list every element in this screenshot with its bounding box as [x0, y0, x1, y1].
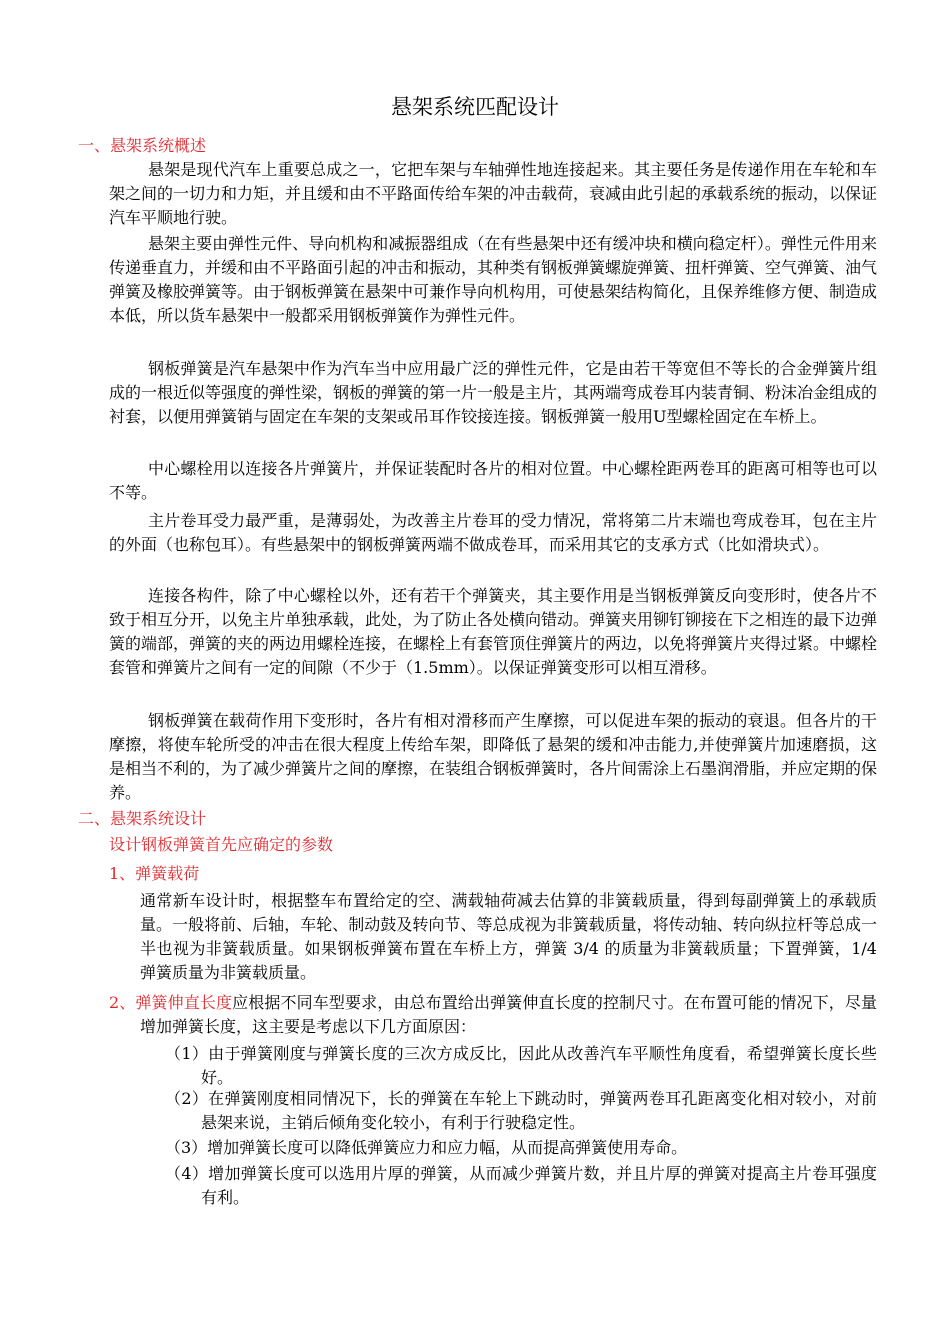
paragraph-5: 主片卷耳受力最严重，是薄弱处，为改善主片卷耳的受力情况，常将第二片末端也弯成卷耳，包在主片的外面（也称包耳）。有些悬架中的钢板弹簧两端不做成卷耳，而采用其它的支承方式（比如滑块式）。: [109, 511, 877, 554]
reason-item-4: （4）增加弹簧长度可以选用片厚的弹簧，从而减少弹簧片数，并且片厚的弹簧对提高主片卷耳强度有利。: [165, 1164, 877, 1207]
paragraph-1: 悬架是现代汽车上重要总成之一，它把车架与车轴弹性地连接起来。其主要任务是传递作用在车轮和车架之间的一切力和力矩，并且缓和由不平路面传给车架的冲击载荷，衰减由此引起的承载系统的振动，以保证汽车平顺地行驶。: [109, 160, 878, 227]
paragraph-6: 连接各构件，除了中心螺栓以外，还有若干个弹簧夹，其主要作用是当钢板弹簧反向变形时，使各片不致于相互分开，以免主片单独承载，此处，为了防止各处横向错动。弹簧夹用铆钉铆接在下之相连的最下边弹簧的端部，弹簧的夹的两边用螺栓连接，在螺栓上有套管顶住弹簧片的两边，以免将弹簧片夹得过紧。中螺栓套管和弹簧片之间有一定的间隙（不少于（1.5mm）。以保证弹簧变形可以相互滑移。: [109, 586, 878, 677]
reason-item-3: （3）增加弹簧长度可以降低弹簧应力和应力幅，从而提高弹簧使用寿命。: [165, 1138, 688, 1157]
paragraph-7: 钢板弹簧在载荷作用下变形时，各片有相对滑移而产生摩擦，可以促进车架的振动的衰退。但各片的干摩擦，将使车轮所受的冲击在很大程度上传给车架，即降低了悬架的缓和冲击能力,并使弹簧片加速磨损，这是相当不利的，为了减少弹簧片之间的摩擦，在装组合钢板弹簧时，各片间需涂上石墨润滑脂，并应定期的保养。: [109, 711, 878, 802]
spring-length-paragraph: [109, 991, 877, 1039]
design-subheading: 设计钢板弹簧首先应确定的参数: [109, 835, 334, 854]
paragraph-4: 中心螺栓用以连接各片弹簧片，并保证装配时各片的相对位置。中心螺栓距两卷耳的距离可相等也可以不等。: [109, 459, 877, 502]
page-title: 悬架系统匹配设计: [391, 95, 559, 119]
item-heading-spring-length: 2、弹簧伸直长度: [109, 993, 233, 1012]
section-heading-design: 二、悬架系统设计: [78, 809, 207, 828]
reason-item-1: （1）由于弹簧刚度与弹簧长度的三次方成反比，因此从改善汽车平顺性角度看，希望弹簧长度长些好。: [165, 1044, 877, 1087]
item-heading-spring-load: 1、弹簧载荷: [109, 864, 200, 883]
spring-length-text: 应根据不同车型要求，由总布置给出弹簧伸直长度的控制尺寸。在布置可能的情况下，尽量增加弹簧长度，这主要是考虑以下几方面原因：: [140, 993, 877, 1036]
spring-load-text: 通常新车设计时，根据整车布置给定的空、满载轴荷减去估算的非簧载质量，得到每副弹簧上的承载质量。一般将前、后轴，车轮、制动鼓及转向节、等总成视为非簧载质量，将传动轴、转向纵拉杆等总成一半也视为非簧载质量。如果钢板弹簧布置在车桥上方，弹簧 3/4 的质量为非簧载质量；下置弹簧，1/4 弹簧质量为非簧载质量。: [140, 891, 877, 982]
reason-item-2: （2）在弹簧刚度相同情况下，长的弹簧在车轮上下跳动时，弹簧两卷耳孔距离变化相对较小，对前悬架来说，主销后倾角变化较小，有利于行驶稳定性。: [165, 1089, 877, 1132]
paragraph-2: 悬架主要由弹性元件、导向机构和减振器组成（在有些悬架中还有缓冲块和横向稳定杆）。弹性元件用来传递垂直力，并缓和由不平路面引起的冲击和振动，其种类有钢板弹簧螺旋弹簧、扭杆弹簧、空气弹簧、油气弹簧及橡胶弹簧等。由于钢板弹簧在悬架中可兼作导向机构用，可使悬架结构简化，且保养维修方便、制造成本低，所以货车悬架中一般都采用钢板弹簧作为弹性元件。: [109, 234, 878, 325]
paragraph-3: 钢板弹簧是汽车悬架中作为汽车当中应用最广泛的弹性元件，它是由若干等宽但不等长的合金弹簧片组成的一根近似等强度的弹性梁，钢板的弹簧的第一片一般是主片，其两端弯成卷耳内装青铜、粉沫冶金组成的衬套，以便用弹簧销与固定在车架的支架或吊耳作铰接连接。钢板弹簧一般用U型螺栓固定在车桥上。: [109, 359, 878, 426]
section-heading-overview: 一、悬架系统概述: [78, 136, 207, 155]
